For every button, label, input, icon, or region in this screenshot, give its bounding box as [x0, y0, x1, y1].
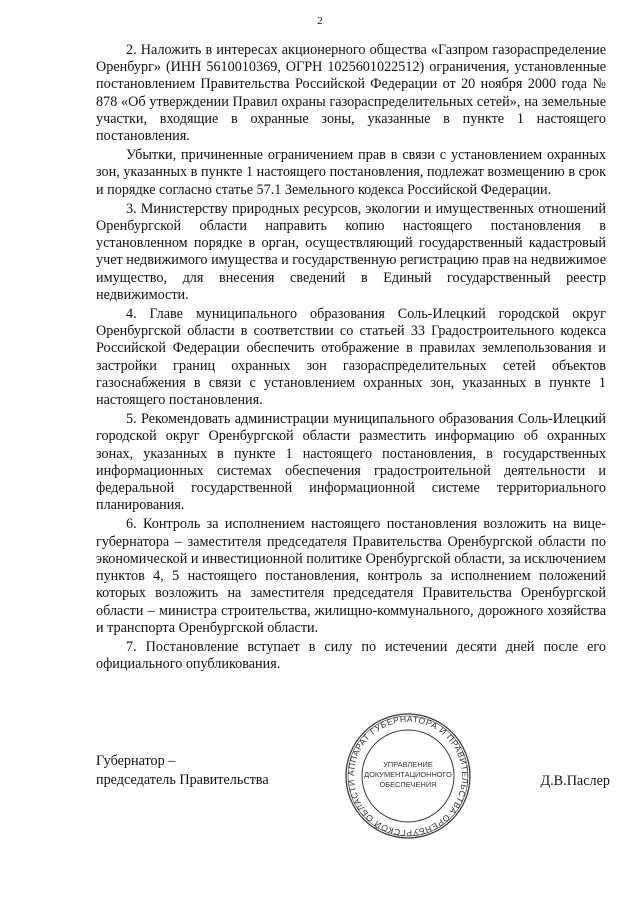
- stamp-inner-line1: УПРАВЛЕНИЕ: [383, 760, 433, 769]
- official-stamp: [342, 712, 474, 840]
- document-body: [96, 42, 606, 675]
- stamp-inner-line3: ОБЕСПЕЧЕНИЯ: [379, 780, 437, 789]
- paragraph-3: 3. Министерству природных ресурсов, экологии и имущественных отношений Оренбургской области направить копию настоящего постановления в установленном порядке в орган, осуществляющий государственный кадастровый учет недвижимого имущества и государственную регистрацию прав на недвижимое имущество, для внесения сведений в Единый государственный реестр недвижимости.: [96, 200, 606, 303]
- signer-position: [96, 752, 269, 790]
- stamp-outer-text: АППАРАТ ГУБЕРНАТОРА И ПРАВИТЕЛЬСТВА ОРЕНБУРГСКОЙ ОБЛАСТИ: [345, 713, 471, 839]
- paragraph-2-damages: Убытки, причиненные ограничением прав в связи с установлением охранных зон, указанных в пункте 1 настоящего постановления, подлежат возмещению в срок и порядке согласно статье 57.1 Земельного кодекса Российской Федерации.: [96, 147, 606, 198]
- signer-position-line1: Губернатор –: [96, 753, 176, 769]
- paragraph-7: 7. Постановление вступает в силу по истечении десяти дней после его официального опубликования.: [96, 638, 606, 673]
- signer-position-line2: председатель Правительства: [96, 772, 269, 788]
- paragraph-2: 2. Наложить в интересах акционерного общества «Газпром газораспределение Оренбург» (ИНН 5610010369, ОГРН 1025601022512) ограничения, установленные постановлением Правительства Российской Федерации от 20 ноября 2000 года № 878 «Об утверждении Правил охраны газораспределительных сетей», на земельные участки, входящие в охранные зоны, указанные в пункте 1 настоящего постановления.: [96, 42, 606, 145]
- page-number: 2: [317, 15, 323, 27]
- signer-name: Д.В.Паслер: [540, 773, 610, 789]
- paragraph-4: 4. Главе муниципального образования Соль-Илецкий городской округ Оренбургской области в соответствии со статьей 33 Градостроительного кодекса Российской Федерации обеспечить отображение в правилах землепользования и застройки границ охранных зон газораспределительных сетей объектов газоснабжения в связи с установлением охранных зон, указанных в пункте 1 настоящего постановления.: [96, 306, 606, 409]
- paragraph-6: 6. Контроль за исполнением настоящего постановления возложить на вице-губернатора – заместителя председателя Правительства Оренбургской области по экономической и инвестиционной политике Оренбургской области, за исключением пунктов 4, 5 настоящего постановления, контроль за исполнением положений которых возложить на заместителя председателя Правительства Оренбургской области – министра строительства, жилищно-коммунального, дорожного хозяйства и транспорта Оренбургской области.: [96, 516, 606, 636]
- paragraph-5: 5. Рекомендовать администрации муниципального образования Соль-Илецкий городской округ Оренбургской области разместить информацию об охранных зонах, указанных в пункте 1 настоящего постановления, в государственных информационных системах обеспечения градостроительной деятельности и федеральной государственной информационной системе территориального планирования.: [96, 411, 606, 514]
- stamp-inner-line2: ДОКУМЕНТАЦИОННОГО: [364, 770, 452, 779]
